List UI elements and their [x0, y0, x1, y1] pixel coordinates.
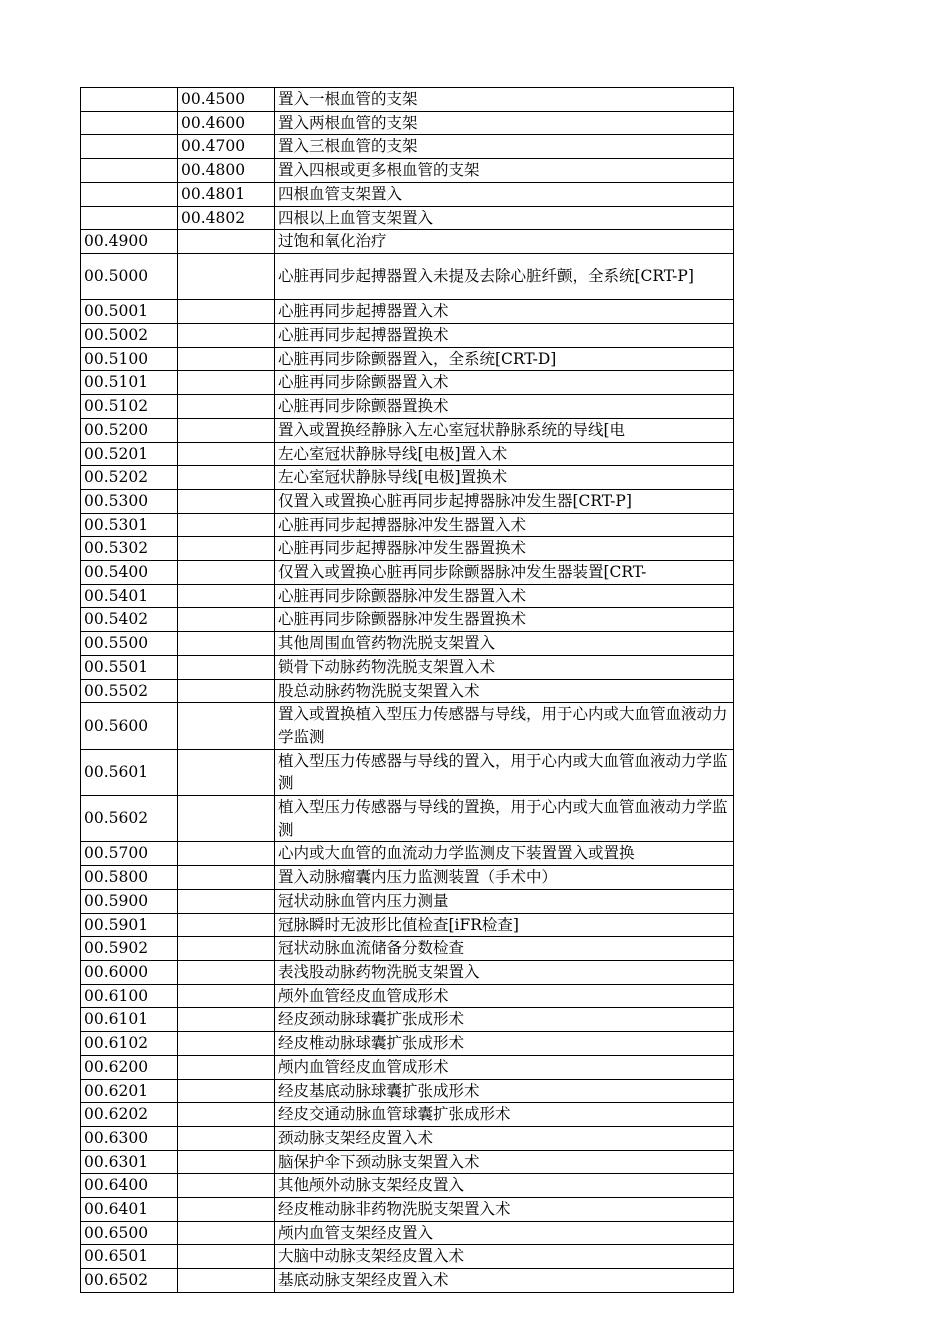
subcode-cell: [178, 796, 275, 842]
subcode-cell: 00.4500: [178, 88, 275, 112]
subcode-cell: 00.4800: [178, 159, 275, 183]
code-cell: 00.6502: [81, 1269, 178, 1293]
description-cell: 股总动脉药物洗脱支架置入术: [275, 679, 734, 703]
description-cell: 心脏再同步除颤器脉冲发生器置换术: [275, 608, 734, 632]
subcode-cell: [178, 371, 275, 395]
description-cell: 脑保护伞下颈动脉支架置入术: [275, 1150, 734, 1174]
description-cell: 冠状动脉血流储备分数检查: [275, 937, 734, 961]
table-row: [81, 1008, 734, 1032]
description-cell: 置入或置换经静脉入左心室冠状静脉系统的导线[电: [275, 418, 734, 442]
subcode-cell: 00.4802: [178, 206, 275, 230]
table-row: [81, 608, 734, 632]
table-row: [81, 489, 734, 513]
subcode-cell: [178, 1126, 275, 1150]
code-cell: 00.5500: [81, 632, 178, 656]
description-cell: 心脏再同步除颤器置入术: [275, 371, 734, 395]
code-cell: 00.6000: [81, 961, 178, 985]
code-cell: 00.6102: [81, 1032, 178, 1056]
table-row: [81, 182, 734, 206]
code-cell: 00.5400: [81, 561, 178, 585]
subcode-cell: [178, 1198, 275, 1222]
code-cell: 00.6401: [81, 1198, 178, 1222]
description-cell: 置入动脉瘤囊内压力监测装置（手术中）: [275, 866, 734, 890]
subcode-cell: [178, 889, 275, 913]
table-row: [81, 347, 734, 371]
description-cell: 过饱和氧化治疗: [275, 230, 734, 254]
subcode-cell: 00.4801: [178, 182, 275, 206]
description-cell: 冠脉瞬时无波形比值检查[iFR检查]: [275, 913, 734, 937]
table-row: [81, 1269, 734, 1293]
table-row: [81, 796, 734, 842]
code-cell: 00.6400: [81, 1174, 178, 1198]
table-row: [81, 513, 734, 537]
description-cell: 植入型压力传感器与导线的置入，用于心内或大血管血液动力学监测: [275, 749, 734, 795]
subcode-cell: [178, 1079, 275, 1103]
table-row: [81, 679, 734, 703]
subcode-cell: [178, 866, 275, 890]
table-row: [81, 749, 734, 795]
subcode-cell: 00.4600: [178, 111, 275, 135]
code-cell: 00.6100: [81, 984, 178, 1008]
subcode-cell: [178, 442, 275, 466]
table-row: [81, 537, 734, 561]
description-cell: 左心室冠状静脉导线[电极]置换术: [275, 466, 734, 490]
table-row: [81, 1079, 734, 1103]
code-cell: 00.5502: [81, 679, 178, 703]
subcode-cell: [178, 513, 275, 537]
table-row: [81, 1055, 734, 1079]
description-cell: 四根以上血管支架置入: [275, 206, 734, 230]
table-row: [81, 961, 734, 985]
subcode-cell: [178, 913, 275, 937]
subcode-cell: 00.4700: [178, 135, 275, 159]
code-cell: 00.5900: [81, 889, 178, 913]
code-cell: 00.5501: [81, 655, 178, 679]
table-row: [81, 300, 734, 324]
table-row: [81, 324, 734, 348]
subcode-cell: [178, 679, 275, 703]
code-cell: 00.4900: [81, 230, 178, 254]
description-cell: 颅外血管经皮血管成形术: [275, 984, 734, 1008]
table-row: [81, 88, 734, 112]
table-row: [81, 1103, 734, 1127]
table-row: [81, 866, 734, 890]
description-cell: 其他颅外动脉支架经皮置入: [275, 1174, 734, 1198]
subcode-cell: [178, 961, 275, 985]
code-cell: 00.5800: [81, 866, 178, 890]
description-cell: 经皮颈动脉球囊扩张成形术: [275, 1008, 734, 1032]
code-cell: 00.6500: [81, 1221, 178, 1245]
code-cell: 00.5202: [81, 466, 178, 490]
description-cell: 心脏再同步起搏器脉冲发生器置入术: [275, 513, 734, 537]
description-cell: 置入两根血管的支架: [275, 111, 734, 135]
description-cell: 经皮交通动脉血管球囊扩张成形术: [275, 1103, 734, 1127]
subcode-cell: [178, 703, 275, 749]
description-cell: 心内或大血管的血流动力学监测皮下装置置入或置换: [275, 842, 734, 866]
table-row: [81, 632, 734, 656]
code-cell: 00.5401: [81, 584, 178, 608]
code-cell: 00.6200: [81, 1055, 178, 1079]
subcode-cell: [178, 1245, 275, 1269]
subcode-cell: [178, 561, 275, 585]
code-cell: 00.5000: [81, 253, 178, 299]
table-row: [81, 842, 734, 866]
code-cell: [81, 111, 178, 135]
subcode-cell: [178, 537, 275, 561]
table-row: [81, 135, 734, 159]
subcode-cell: [178, 984, 275, 1008]
table-row: [81, 442, 734, 466]
description-cell: 植入型压力传感器与导线的置换，用于心内或大血管血液动力学监测: [275, 796, 734, 842]
description-cell: 经皮基底动脉球囊扩张成形术: [275, 1079, 734, 1103]
description-cell: 置入三根血管的支架: [275, 135, 734, 159]
table-row: [81, 703, 734, 749]
subcode-cell: [178, 489, 275, 513]
code-cell: [81, 206, 178, 230]
code-cell: [81, 182, 178, 206]
subcode-cell: [178, 655, 275, 679]
description-cell: 经皮椎动脉球囊扩张成形术: [275, 1032, 734, 1056]
description-cell: 仅置入或置换心脏再同步除颤器脉冲发生器装置[CRT-: [275, 561, 734, 585]
code-cell: [81, 88, 178, 112]
description-cell: 置入或置换植入型压力传感器与导线，用于心内或大血管血液动力学监测: [275, 703, 734, 749]
code-cell: 00.6300: [81, 1126, 178, 1150]
code-cell: 00.6301: [81, 1150, 178, 1174]
code-cell: 00.5100: [81, 347, 178, 371]
code-cell: 00.5402: [81, 608, 178, 632]
code-cell: 00.6101: [81, 1008, 178, 1032]
description-cell: 心脏再同步除颤器脉冲发生器置入术: [275, 584, 734, 608]
table-row: [81, 1174, 734, 1198]
subcode-cell: [178, 1103, 275, 1127]
subcode-cell: [178, 632, 275, 656]
code-cell: 00.5902: [81, 937, 178, 961]
description-cell: 锁骨下动脉药物洗脱支架置入术: [275, 655, 734, 679]
subcode-cell: [178, 749, 275, 795]
description-cell: 四根血管支架置入: [275, 182, 734, 206]
table-row: [81, 584, 734, 608]
code-cell: 00.5601: [81, 749, 178, 795]
subcode-cell: [178, 300, 275, 324]
description-cell: 心脏再同步除颤器置换术: [275, 395, 734, 419]
code-cell: 00.5201: [81, 442, 178, 466]
code-cell: 00.5101: [81, 371, 178, 395]
table-row: [81, 655, 734, 679]
code-cell: 00.6202: [81, 1103, 178, 1127]
table-row: [81, 937, 734, 961]
description-cell: 其他周围血管药物洗脱支架置入: [275, 632, 734, 656]
table-row: [81, 984, 734, 1008]
code-cell: 00.6201: [81, 1079, 178, 1103]
subcode-cell: [178, 395, 275, 419]
description-cell: 置入一根血管的支架: [275, 88, 734, 112]
code-cell: 00.5301: [81, 513, 178, 537]
description-cell: 左心室冠状静脉导线[电极]置入术: [275, 442, 734, 466]
table-row: [81, 159, 734, 183]
subcode-cell: [178, 253, 275, 299]
table-row: [81, 1221, 734, 1245]
code-cell: 00.5002: [81, 324, 178, 348]
code-cell: 00.5901: [81, 913, 178, 937]
table-row: [81, 1126, 734, 1150]
subcode-cell: [178, 1174, 275, 1198]
code-cell: 00.5602: [81, 796, 178, 842]
table-row: [81, 111, 734, 135]
description-cell: 基底动脉支架经皮置入术: [275, 1269, 734, 1293]
table-row: [81, 466, 734, 490]
code-cell: 00.5700: [81, 842, 178, 866]
table-row: [81, 253, 734, 299]
subcode-cell: [178, 230, 275, 254]
code-cell: 00.5600: [81, 703, 178, 749]
code-cell: 00.5102: [81, 395, 178, 419]
description-cell: 颅内血管支架经皮置入: [275, 1221, 734, 1245]
subcode-cell: [178, 418, 275, 442]
table-row: [81, 1032, 734, 1056]
subcode-cell: [178, 937, 275, 961]
subcode-cell: [178, 842, 275, 866]
description-cell: 冠状动脉血管内压力测量: [275, 889, 734, 913]
subcode-cell: [178, 1221, 275, 1245]
table-row: [81, 230, 734, 254]
description-cell: 心脏再同步起搏器脉冲发生器置换术: [275, 537, 734, 561]
subcode-cell: [178, 584, 275, 608]
description-cell: 大脑中动脉支架经皮置入术: [275, 1245, 734, 1269]
table-row: [81, 1198, 734, 1222]
subcode-cell: [178, 466, 275, 490]
description-cell: 心脏再同步除颤器置入，全系统[CRT-D]: [275, 347, 734, 371]
table-body: [81, 88, 734, 1293]
description-cell: 颅内血管经皮血管成形术: [275, 1055, 734, 1079]
table-row: [81, 371, 734, 395]
procedure-code-table: [80, 87, 734, 1293]
subcode-cell: [178, 1150, 275, 1174]
description-cell: 经皮椎动脉非药物洗脱支架置入术: [275, 1198, 734, 1222]
description-cell: 心脏再同步起搏器置入未提及去除心脏纤颤，全系统[CRT-P]: [275, 253, 734, 299]
table-row: [81, 913, 734, 937]
table-row: [81, 395, 734, 419]
subcode-cell: [178, 1032, 275, 1056]
code-cell: [81, 159, 178, 183]
subcode-cell: [178, 324, 275, 348]
table-row: [81, 1150, 734, 1174]
subcode-cell: [178, 347, 275, 371]
code-cell: 00.5302: [81, 537, 178, 561]
subcode-cell: [178, 608, 275, 632]
description-cell: 表浅股动脉药物洗脱支架置入: [275, 961, 734, 985]
code-cell: [81, 135, 178, 159]
table-row: [81, 561, 734, 585]
code-cell: 00.5200: [81, 418, 178, 442]
table-row: [81, 1245, 734, 1269]
description-cell: 颈动脉支架经皮置入术: [275, 1126, 734, 1150]
description-cell: 心脏再同步起搏器置入术: [275, 300, 734, 324]
description-cell: 仅置入或置换心脏再同步起搏器脉冲发生器[CRT-P]: [275, 489, 734, 513]
subcode-cell: [178, 1008, 275, 1032]
description-cell: 心脏再同步起搏器置换术: [275, 324, 734, 348]
code-cell: 00.6501: [81, 1245, 178, 1269]
subcode-cell: [178, 1269, 275, 1293]
description-cell: 置入四根或更多根血管的支架: [275, 159, 734, 183]
code-cell: 00.5300: [81, 489, 178, 513]
subcode-cell: [178, 1055, 275, 1079]
table-row: [81, 889, 734, 913]
table-row: [81, 206, 734, 230]
table-row: [81, 418, 734, 442]
code-cell: 00.5001: [81, 300, 178, 324]
